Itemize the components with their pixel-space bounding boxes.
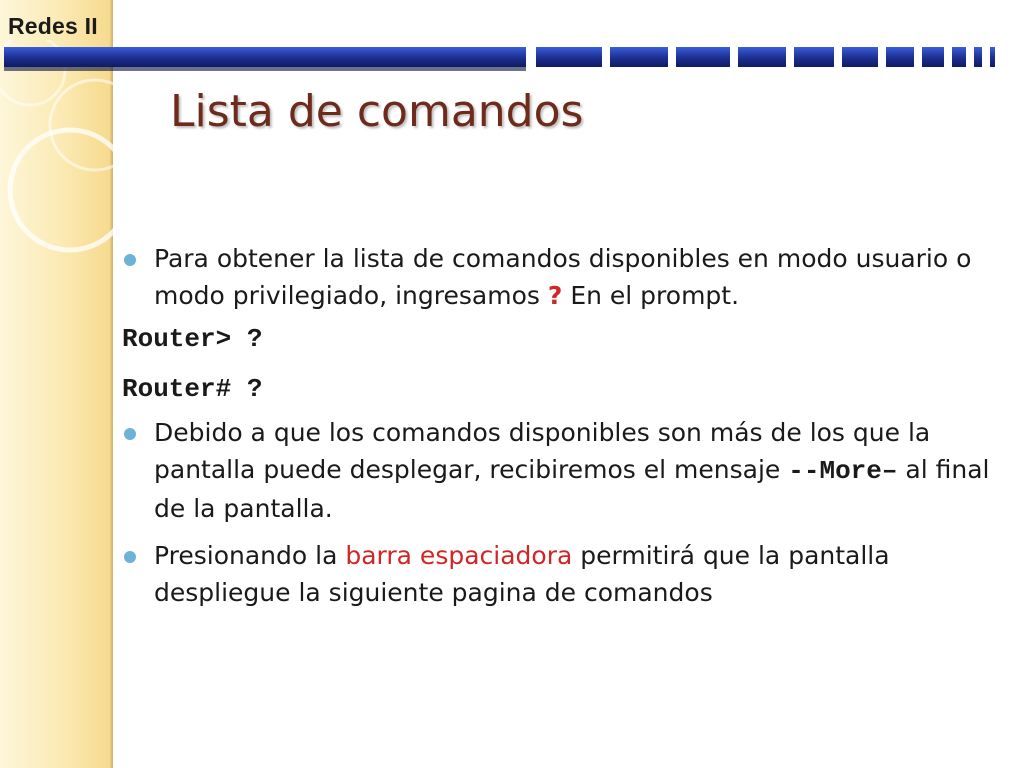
code-line-user-prompt: Router> ? (122, 324, 263, 354)
bullet-1-text-a: Para obtener la lista de comandos disponibles en modo usuario o modo privilegiado, ingresamos (154, 244, 972, 310)
slide-title: Lista de comandos (170, 86, 584, 137)
header-bar (0, 44, 1024, 74)
bullet-icon (124, 254, 136, 266)
bullet-item-2 (122, 414, 992, 527)
bullet-3-text-b: permitirá que la pantalla despliegue la siguiente pagina de comandos (154, 541, 890, 607)
bullet-3-text-a: Presionando la (154, 541, 346, 570)
bullet-icon (124, 551, 136, 563)
more-message-code: --More– (788, 456, 898, 486)
bullet-1-text-b: En el prompt. (562, 281, 740, 310)
bullet-item-3 (122, 537, 992, 611)
question-mark-symbol: ? (547, 281, 563, 310)
bullet-2-text-b: al final de la pantalla. (154, 455, 990, 523)
code-line-privileged-prompt: Router# ? (122, 374, 263, 404)
course-label: Redes II (8, 13, 98, 39)
space-bar-highlight: barra espaciadora (345, 541, 573, 570)
bullet-2-text-a: Debido a que los comandos disponibles son más de los que la pantalla puede desplegar, recibiremos el mensaje (154, 418, 931, 484)
bullet-icon (124, 428, 136, 440)
slide-content (122, 240, 992, 611)
bullet-item-1 (122, 240, 992, 314)
